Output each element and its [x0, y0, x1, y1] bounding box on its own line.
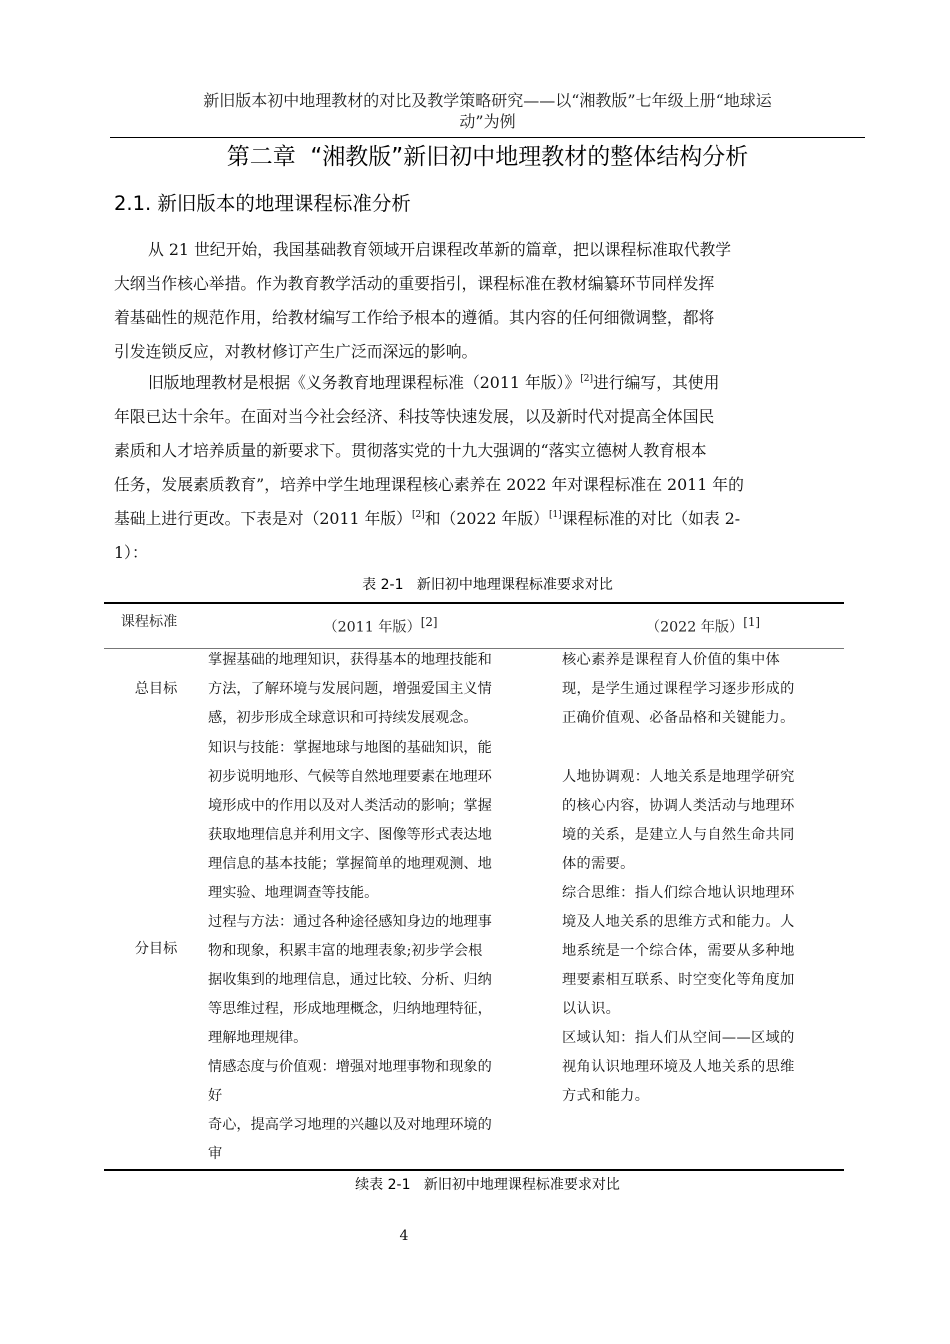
running-header-line-1: 新旧版本初中地理教材的对比及教学策略研究——以“湘教版”七年级上册“地球运 — [203, 91, 772, 110]
paragraph-1 — [114, 233, 860, 369]
row-label: 分目标 — [134, 941, 178, 957]
paragraph-line: 大纲当作核心举措。作为教育教学活动的重要指引，课程标准在教材编纂环节同样发挥 — [114, 274, 715, 293]
table-caption: 表 2-1 新旧初中地理课程标准要求对比 — [362, 577, 613, 593]
citation-ref: [1] — [548, 510, 562, 520]
running-header-line-2: 动”为例 — [459, 112, 516, 131]
paragraph-line: 年限已达十余年。在面对当今社会经济、科技等快速发展，以及新时代对提高全体国民 — [114, 407, 715, 426]
table-header-standard: 课程标准 — [120, 614, 178, 630]
citation-ref: [1] — [743, 615, 761, 629]
chapter-title: 第二章 “湘教版”新旧初中地理教材的整体结构分析 — [226, 144, 749, 170]
cell-2011: 掌握基础的地理知识，获得基本的地理技能和 方法，了解环境与发展问题，增强爱国主义情 感，初步形成全球意识和可持续发展观念。 — [208, 652, 492, 726]
header-rule — [110, 137, 865, 138]
paragraph-2 — [114, 366, 860, 570]
cell-2022: 核心素养是课程育人价值的集中体 现，是学生通过课程学习逐步形成的 正确价值观、必备品格和关键能力。 — [562, 652, 795, 726]
cell-2022: 人地协调观：人地关系是地理学研究 的核心内容，协调人类活动与地理环 境的关系，是建立人与自然生命共同 体的需要。 综合思维：指人们综合地认识地理环 境及人地关系的思维方式和能力。人 地系统是一个综合体，需要从多种地 理要素相互联系、时空变化等角度加 以认识。 区域认知：指人们从空间——区域的 视角认识地理环境及人地关系的思维 方式和能力。 — [562, 769, 795, 1104]
paragraph-line: 着基础性的规范作用，给教材编写工作给予根本的遵循。其内容的任何细微调整，都将 — [114, 308, 715, 327]
table-header-2022: （2022 年版）[1] — [645, 615, 761, 636]
table-header-2011: （2011 年版）[2] — [323, 615, 438, 636]
citation-ref: [2] — [580, 374, 593, 384]
continued-table-caption: 续表 2-1 新旧初中地理课程标准要求对比 — [355, 1177, 620, 1193]
paragraph-line: 1）： — [114, 543, 148, 562]
citation-ref: [2] — [420, 615, 438, 629]
citation-ref: [2] — [411, 510, 425, 520]
table-top-rule — [104, 602, 844, 604]
paragraph-line: 从 21 世纪开始，我国基础教育领域开启课程改革新的篇章，把以课程标准取代教学 — [148, 240, 732, 259]
row-label: 总目标 — [134, 681, 178, 697]
paragraph-line: 素质和人才培养质量的新要求下。贯彻落实党的十九大强调的“落实立德树人教育根本 — [114, 441, 707, 460]
paragraph-line: 引发连锁反应，对教材修订产生广泛而深远的影响。 — [114, 342, 478, 361]
cell-2011: 知识与技能：掌握地球与地图的基础知识，能 初步说明地形、气候等自然地理要素在地理环 境形成中的作用以及对人类活动的影响；掌握 获取地理信息并利用文字、图像等形式表达地 理信息的基本技能；掌握简单的地理观测、地 理实验、地理调查等技能。 过程与方法：通过各种途径感知身边的地理事 物和现象，积累丰富的地理表象;初步学会根 据收集到的地理信息，通过比较、分析、归纳 等思维过程，形成地理概念，归纳地理特征， 理解地理规律。 情感态度与价值观：增强对地理事物和现象的 好 奇心，提高学习地理的兴趣以及对地理环境的 审 — [208, 740, 492, 1162]
section-title: 2.1. 新旧版本的地理课程标准分析 — [114, 192, 411, 215]
table-bottom-rule — [104, 1169, 844, 1171]
paragraph-line: 旧版地理教材是根据《义务教育地理课程标准（2011 年版）》[2]进行编写，其使用 — [148, 373, 720, 392]
running-header — [110, 90, 865, 132]
paragraph-line: 基础上进行更改。下表是对（2011 年版）[2]和（2022 年版）[1]课程标准的对比（如表 2- — [114, 509, 741, 528]
page-number: 4 — [399, 1228, 409, 1244]
paragraph-line: 任务，发展素质教育”，培养中学生地理课程核心素养在 2022 年对课程标准在 2011 年的 — [114, 475, 744, 494]
